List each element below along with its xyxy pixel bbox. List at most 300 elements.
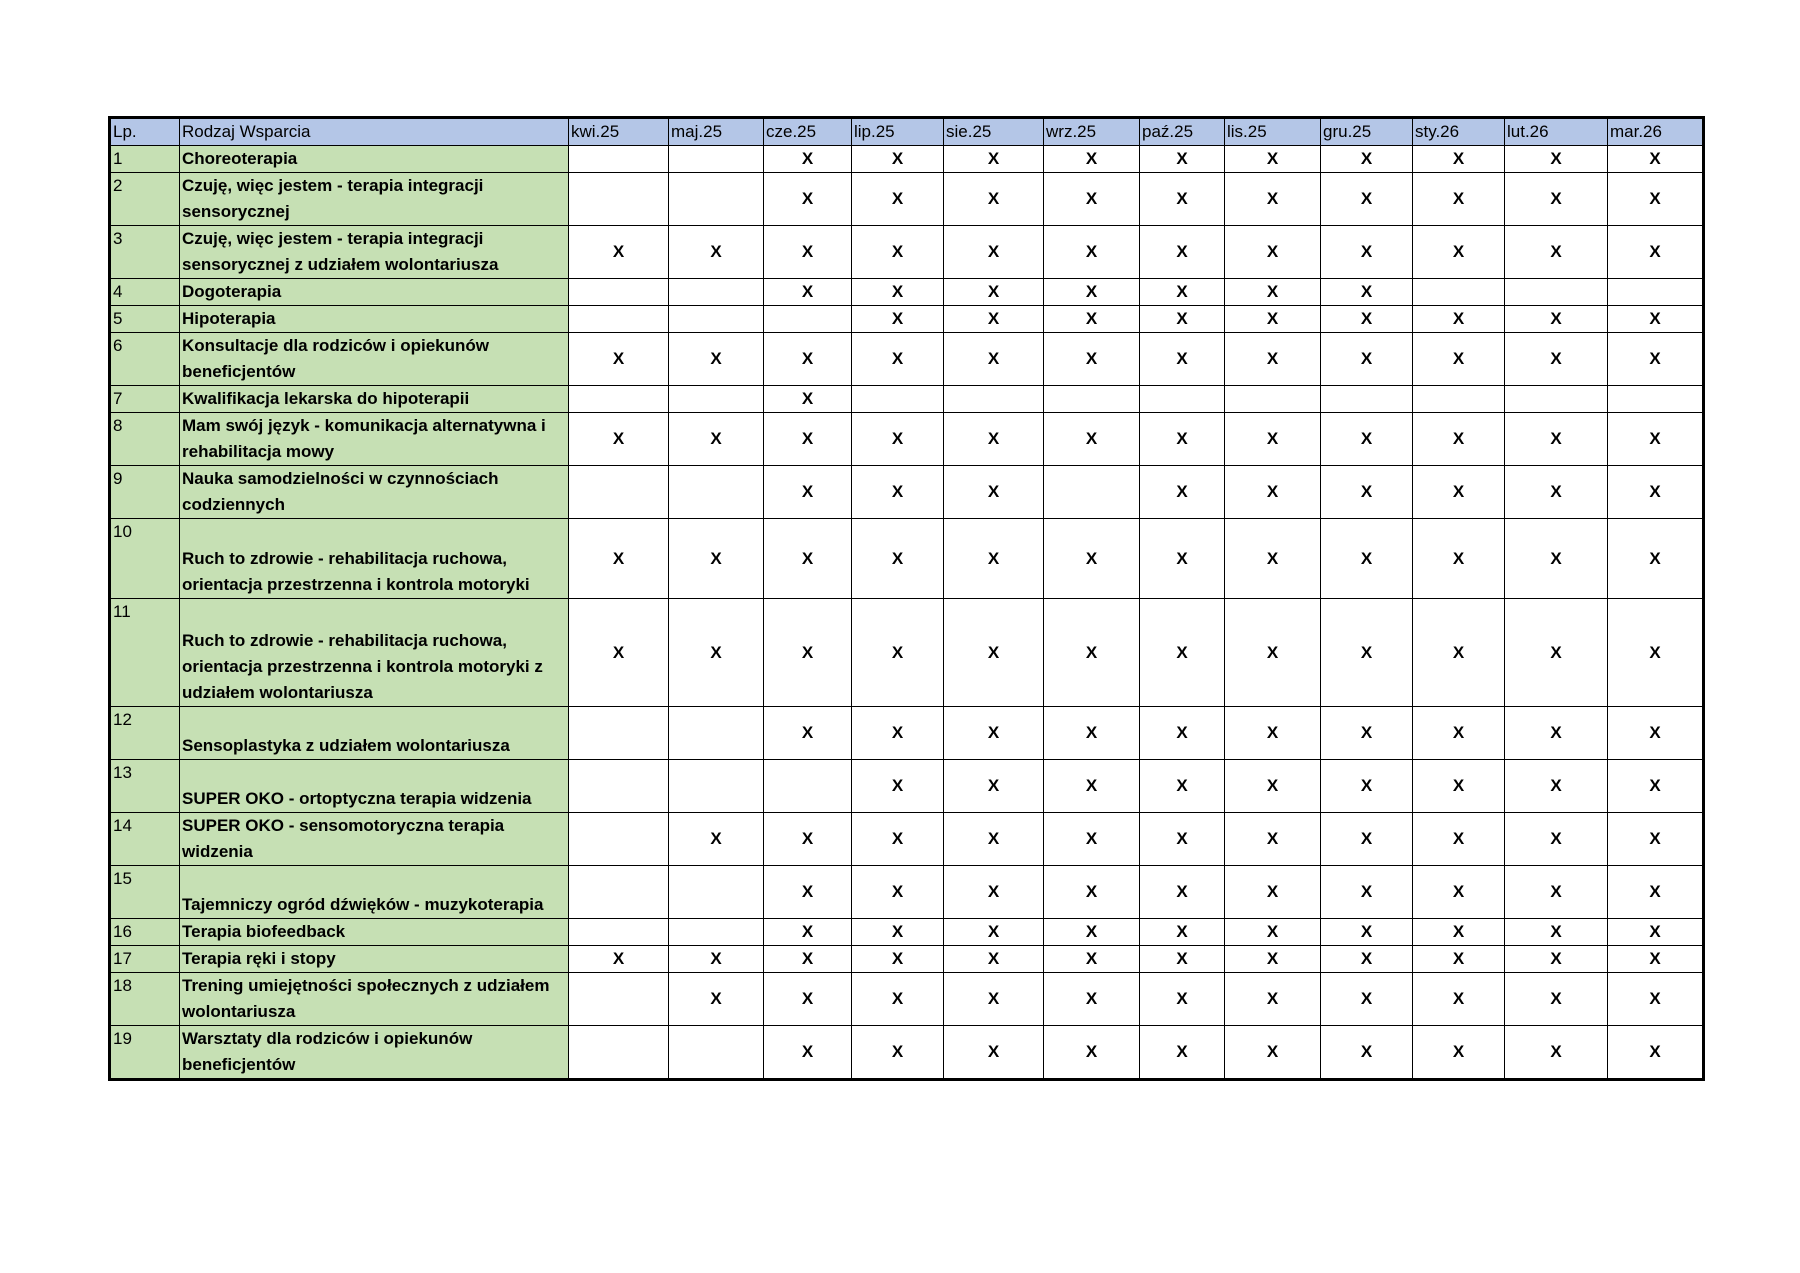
header-month: paź.25	[1140, 118, 1225, 146]
month-mark-cell: X	[1413, 973, 1505, 1026]
support-type-name: Terapia ręki i stopy	[180, 946, 569, 973]
month-mark-cell: X	[1413, 146, 1505, 173]
support-type-name: Tajemniczy ogród dźwięków - muzykoterapia	[180, 866, 569, 919]
month-mark-cell: X	[1413, 707, 1505, 760]
month-mark-cell: X	[669, 813, 764, 866]
support-type-name: Kwalifikacja lekarska do hipoterapii	[180, 386, 569, 413]
support-type-name: Warsztaty dla rodziców i opiekunów beneficjentów	[180, 1026, 569, 1080]
row-number: 8	[110, 413, 180, 466]
month-mark-cell	[669, 466, 764, 519]
month-mark-cell: X	[1608, 306, 1704, 333]
month-mark-cell: X	[1413, 306, 1505, 333]
month-mark-cell: X	[1225, 279, 1321, 306]
month-mark-cell: X	[1044, 813, 1140, 866]
month-mark-cell: X	[1225, 333, 1321, 386]
month-mark-cell: X	[1413, 466, 1505, 519]
row-number: 10	[110, 519, 180, 599]
month-mark-cell: X	[1321, 279, 1413, 306]
month-mark-cell: X	[1413, 866, 1505, 919]
row-number: 18	[110, 973, 180, 1026]
month-mark-cell: X	[1505, 413, 1608, 466]
month-mark-cell: X	[852, 466, 944, 519]
month-mark-cell: X	[1608, 226, 1704, 279]
month-mark-cell: X	[1225, 466, 1321, 519]
month-mark-cell: X	[1608, 599, 1704, 707]
month-mark-cell	[669, 866, 764, 919]
month-mark-cell	[1044, 466, 1140, 519]
month-mark-cell: X	[852, 146, 944, 173]
month-mark-cell	[1321, 386, 1413, 413]
month-mark-cell: X	[944, 813, 1044, 866]
month-mark-cell: X	[1321, 146, 1413, 173]
month-mark-cell: X	[1225, 919, 1321, 946]
month-mark-cell	[1044, 386, 1140, 413]
month-mark-cell: X	[852, 226, 944, 279]
header-row	[110, 118, 1704, 146]
month-mark-cell: X	[569, 519, 669, 599]
table-row	[110, 1026, 1704, 1080]
table-row	[110, 599, 1704, 707]
month-mark-cell: X	[1413, 519, 1505, 599]
row-number: 15	[110, 866, 180, 919]
month-mark-cell: X	[1044, 413, 1140, 466]
month-mark-cell: X	[1225, 707, 1321, 760]
month-mark-cell: X	[1321, 226, 1413, 279]
row-number: 1	[110, 146, 180, 173]
month-mark-cell: X	[1140, 707, 1225, 760]
month-mark-cell: X	[1225, 173, 1321, 226]
row-number: 17	[110, 946, 180, 973]
month-mark-cell: X	[764, 519, 852, 599]
month-mark-cell: X	[852, 760, 944, 813]
month-mark-cell	[569, 173, 669, 226]
month-mark-cell: X	[1321, 760, 1413, 813]
month-mark-cell: X	[852, 1026, 944, 1080]
header-month: gru.25	[1321, 118, 1413, 146]
table-row	[110, 707, 1704, 760]
month-mark-cell: X	[1608, 1026, 1704, 1080]
month-mark-cell: X	[1505, 946, 1608, 973]
support-type-name: Mam swój język - komunikacja alternatywna i rehabilitacja mowy	[180, 413, 569, 466]
month-mark-cell: X	[1505, 519, 1608, 599]
month-mark-cell	[569, 146, 669, 173]
month-mark-cell: X	[1321, 946, 1413, 973]
month-mark-cell: X	[1321, 707, 1413, 760]
month-mark-cell	[1225, 386, 1321, 413]
month-mark-cell	[944, 386, 1044, 413]
month-mark-cell: X	[1225, 946, 1321, 973]
month-mark-cell: X	[1608, 813, 1704, 866]
month-mark-cell: X	[764, 973, 852, 1026]
month-mark-cell: X	[1608, 173, 1704, 226]
month-mark-cell: X	[1608, 519, 1704, 599]
table-row	[110, 519, 1704, 599]
month-mark-cell: X	[852, 919, 944, 946]
month-mark-cell: X	[1608, 760, 1704, 813]
month-mark-cell: X	[1321, 919, 1413, 946]
month-mark-cell: X	[944, 306, 1044, 333]
month-mark-cell: X	[1505, 813, 1608, 866]
month-mark-cell: X	[852, 173, 944, 226]
month-mark-cell: X	[1140, 866, 1225, 919]
month-mark-cell: X	[1321, 173, 1413, 226]
month-mark-cell: X	[1140, 519, 1225, 599]
support-type-name: Hipoterapia	[180, 306, 569, 333]
month-mark-cell: X	[764, 279, 852, 306]
month-mark-cell: X	[764, 333, 852, 386]
table-row	[110, 760, 1704, 813]
month-mark-cell	[569, 919, 669, 946]
month-mark-cell: X	[1413, 946, 1505, 973]
month-mark-cell: X	[1321, 866, 1413, 919]
month-mark-cell: X	[1321, 306, 1413, 333]
month-mark-cell: X	[1505, 226, 1608, 279]
month-mark-cell: X	[1140, 919, 1225, 946]
month-mark-cell: X	[669, 973, 764, 1026]
table-row	[110, 919, 1704, 946]
month-mark-cell: X	[1044, 946, 1140, 973]
month-mark-cell: X	[1413, 599, 1505, 707]
month-mark-cell: X	[1140, 306, 1225, 333]
month-mark-cell: X	[1225, 413, 1321, 466]
month-mark-cell: X	[1140, 279, 1225, 306]
support-type-name: Nauka samodzielności w czynnościach codziennych	[180, 466, 569, 519]
row-number: 2	[110, 173, 180, 226]
month-mark-cell: X	[1140, 173, 1225, 226]
month-mark-cell	[764, 760, 852, 813]
month-mark-cell: X	[1140, 413, 1225, 466]
month-mark-cell	[569, 760, 669, 813]
month-mark-cell: X	[852, 707, 944, 760]
month-mark-cell: X	[1044, 306, 1140, 333]
month-mark-cell: X	[852, 866, 944, 919]
month-mark-cell: X	[1505, 866, 1608, 919]
month-mark-cell	[669, 760, 764, 813]
row-number: 11	[110, 599, 180, 707]
table-row	[110, 413, 1704, 466]
month-mark-cell	[669, 306, 764, 333]
month-mark-cell	[1608, 386, 1704, 413]
table-row	[110, 946, 1704, 973]
month-mark-cell: X	[944, 973, 1044, 1026]
month-mark-cell	[569, 973, 669, 1026]
month-mark-cell: X	[764, 813, 852, 866]
month-mark-cell: X	[764, 919, 852, 946]
month-mark-cell: X	[569, 946, 669, 973]
month-mark-cell	[669, 1026, 764, 1080]
month-mark-cell: X	[944, 1026, 1044, 1080]
month-mark-cell: X	[764, 707, 852, 760]
support-type-name: Czuję, więc jestem - terapia integracji sensorycznej	[180, 173, 569, 226]
month-mark-cell	[569, 466, 669, 519]
support-type-name: Sensoplastyka z udziałem wolontariusza	[180, 707, 569, 760]
month-mark-cell: X	[669, 599, 764, 707]
month-mark-cell: X	[569, 599, 669, 707]
month-mark-cell: X	[1044, 519, 1140, 599]
month-mark-cell	[1413, 386, 1505, 413]
month-mark-cell: X	[764, 1026, 852, 1080]
month-mark-cell: X	[1044, 1026, 1140, 1080]
month-mark-cell: X	[1225, 146, 1321, 173]
month-mark-cell: X	[1321, 813, 1413, 866]
month-mark-cell: X	[944, 333, 1044, 386]
month-mark-cell: X	[1044, 707, 1140, 760]
table-row	[110, 466, 1704, 519]
support-type-name: Ruch to zdrowie - rehabilitacja ruchowa, orientacja przestrzenna i kontrola motoryki	[180, 519, 569, 599]
month-mark-cell: X	[1608, 973, 1704, 1026]
month-mark-cell	[569, 866, 669, 919]
header-month: lut.26	[1505, 118, 1608, 146]
month-mark-cell: X	[852, 519, 944, 599]
row-number: 14	[110, 813, 180, 866]
month-mark-cell: X	[764, 386, 852, 413]
month-mark-cell: X	[569, 226, 669, 279]
support-type-name: Czuję, więc jestem - terapia integracji sensorycznej z udziałem wolontariusza	[180, 226, 569, 279]
month-mark-cell	[1140, 386, 1225, 413]
month-mark-cell: X	[1140, 333, 1225, 386]
month-mark-cell	[569, 1026, 669, 1080]
month-mark-cell: X	[669, 946, 764, 973]
header-month: kwi.25	[569, 118, 669, 146]
month-mark-cell: X	[1321, 413, 1413, 466]
row-number: 12	[110, 707, 180, 760]
table-row	[110, 146, 1704, 173]
month-mark-cell: X	[1044, 226, 1140, 279]
month-mark-cell: X	[764, 946, 852, 973]
month-mark-cell: X	[944, 866, 1044, 919]
header-month: lip.25	[852, 118, 944, 146]
table-row	[110, 279, 1704, 306]
table-row	[110, 386, 1704, 413]
support-type-name: SUPER OKO - ortoptyczna terapia widzenia	[180, 760, 569, 813]
table-body	[110, 146, 1704, 1080]
month-mark-cell: X	[1413, 1026, 1505, 1080]
month-mark-cell: X	[1321, 599, 1413, 707]
month-mark-cell: X	[764, 866, 852, 919]
month-mark-cell: X	[852, 333, 944, 386]
month-mark-cell: X	[1225, 226, 1321, 279]
month-mark-cell: X	[852, 279, 944, 306]
support-type-name: Ruch to zdrowie - rehabilitacja ruchowa, orientacja przestrzenna i kontrola motoryki z udziałem wolontariusza	[180, 599, 569, 707]
row-number: 9	[110, 466, 180, 519]
month-mark-cell: X	[1225, 306, 1321, 333]
support-type-name: SUPER OKO - sensomotoryczna terapia widzenia	[180, 813, 569, 866]
month-mark-cell: X	[764, 226, 852, 279]
month-mark-cell: X	[1321, 1026, 1413, 1080]
month-mark-cell: X	[1044, 919, 1140, 946]
month-mark-cell: X	[1140, 813, 1225, 866]
month-mark-cell	[569, 813, 669, 866]
header-month: maj.25	[669, 118, 764, 146]
month-mark-cell: X	[944, 946, 1044, 973]
month-mark-cell: X	[1225, 599, 1321, 707]
table-row	[110, 333, 1704, 386]
header-rodzaj-wsparcia: Rodzaj Wsparcia	[180, 118, 569, 146]
month-mark-cell: X	[764, 173, 852, 226]
month-mark-cell: X	[852, 946, 944, 973]
month-mark-cell: X	[944, 146, 1044, 173]
month-mark-cell: X	[1140, 760, 1225, 813]
header-month: wrz.25	[1044, 118, 1140, 146]
month-mark-cell: X	[1413, 226, 1505, 279]
support-type-name: Dogoterapia	[180, 279, 569, 306]
month-mark-cell: X	[852, 306, 944, 333]
month-mark-cell: X	[1505, 306, 1608, 333]
month-mark-cell: X	[944, 760, 1044, 813]
row-number: 5	[110, 306, 180, 333]
month-mark-cell: X	[1321, 466, 1413, 519]
month-mark-cell: X	[1140, 973, 1225, 1026]
month-mark-cell: X	[1608, 146, 1704, 173]
month-mark-cell: X	[1044, 973, 1140, 1026]
month-mark-cell: X	[1505, 707, 1608, 760]
month-mark-cell	[569, 279, 669, 306]
month-mark-cell	[669, 146, 764, 173]
support-type-name: Trening umiejętności społecznych z udziałem wolontariusza	[180, 973, 569, 1026]
month-mark-cell: X	[569, 333, 669, 386]
month-mark-cell: X	[1608, 333, 1704, 386]
month-mark-cell: X	[1505, 333, 1608, 386]
month-mark-cell	[669, 386, 764, 413]
month-mark-cell: X	[1505, 973, 1608, 1026]
support-schedule-table	[108, 116, 1705, 1081]
month-mark-cell: X	[1608, 946, 1704, 973]
support-type-name: Konsultacje dla rodziców i opiekunów beneficjentów	[180, 333, 569, 386]
month-mark-cell: X	[669, 413, 764, 466]
row-number: 4	[110, 279, 180, 306]
month-mark-cell: X	[852, 413, 944, 466]
month-mark-cell: X	[944, 413, 1044, 466]
month-mark-cell: X	[944, 226, 1044, 279]
support-type-name: Choreoterapia	[180, 146, 569, 173]
month-mark-cell: X	[1413, 413, 1505, 466]
month-mark-cell: X	[669, 333, 764, 386]
month-mark-cell: X	[944, 919, 1044, 946]
month-mark-cell	[1413, 279, 1505, 306]
header-month: sty.26	[1413, 118, 1505, 146]
month-mark-cell	[852, 386, 944, 413]
row-number: 19	[110, 1026, 180, 1080]
month-mark-cell: X	[1505, 146, 1608, 173]
month-mark-cell: X	[1225, 866, 1321, 919]
month-mark-cell: X	[1044, 866, 1140, 919]
row-number: 7	[110, 386, 180, 413]
month-mark-cell: X	[1608, 413, 1704, 466]
month-mark-cell: X	[1140, 1026, 1225, 1080]
month-mark-cell: X	[764, 599, 852, 707]
header-lp: Lp.	[110, 118, 180, 146]
month-mark-cell: X	[1044, 599, 1140, 707]
month-mark-cell: X	[944, 519, 1044, 599]
month-mark-cell: X	[1505, 466, 1608, 519]
table-row	[110, 866, 1704, 919]
header-month: lis.25	[1225, 118, 1321, 146]
table-row	[110, 173, 1704, 226]
row-number: 3	[110, 226, 180, 279]
month-mark-cell	[1608, 279, 1704, 306]
month-mark-cell: X	[1413, 333, 1505, 386]
month-mark-cell: X	[764, 146, 852, 173]
month-mark-cell: X	[1225, 760, 1321, 813]
row-number: 13	[110, 760, 180, 813]
month-mark-cell: X	[1321, 519, 1413, 599]
month-mark-cell: X	[1140, 946, 1225, 973]
month-mark-cell: X	[1225, 519, 1321, 599]
month-mark-cell: X	[1608, 466, 1704, 519]
month-mark-cell	[669, 707, 764, 760]
month-mark-cell	[669, 173, 764, 226]
month-mark-cell: X	[1140, 146, 1225, 173]
table-row	[110, 306, 1704, 333]
month-mark-cell	[1505, 279, 1608, 306]
month-mark-cell: X	[1505, 919, 1608, 946]
month-mark-cell: X	[944, 599, 1044, 707]
month-mark-cell: X	[1505, 760, 1608, 813]
month-mark-cell: X	[944, 279, 1044, 306]
header-month: mar.26	[1608, 118, 1704, 146]
month-mark-cell: X	[669, 519, 764, 599]
month-mark-cell: X	[1505, 599, 1608, 707]
month-mark-cell: X	[1044, 173, 1140, 226]
month-mark-cell: X	[1608, 866, 1704, 919]
month-mark-cell: X	[1044, 146, 1140, 173]
month-mark-cell: X	[1608, 919, 1704, 946]
month-mark-cell: X	[764, 413, 852, 466]
table-row	[110, 973, 1704, 1026]
month-mark-cell	[764, 306, 852, 333]
month-mark-cell	[669, 279, 764, 306]
month-mark-cell: X	[852, 599, 944, 707]
month-mark-cell: X	[1321, 333, 1413, 386]
header-month: sie.25	[944, 118, 1044, 146]
month-mark-cell: X	[764, 466, 852, 519]
month-mark-cell: X	[669, 226, 764, 279]
month-mark-cell	[1505, 386, 1608, 413]
month-mark-cell: X	[1225, 813, 1321, 866]
row-number: 6	[110, 333, 180, 386]
month-mark-cell: X	[852, 813, 944, 866]
month-mark-cell: X	[1413, 760, 1505, 813]
month-mark-cell: X	[944, 466, 1044, 519]
month-mark-cell: X	[1505, 173, 1608, 226]
month-mark-cell: X	[1044, 333, 1140, 386]
support-type-name: Terapia biofeedback	[180, 919, 569, 946]
month-mark-cell	[569, 306, 669, 333]
table-row	[110, 226, 1704, 279]
row-number: 16	[110, 919, 180, 946]
month-mark-cell: X	[1225, 973, 1321, 1026]
header-month: cze.25	[764, 118, 852, 146]
month-mark-cell: X	[1413, 813, 1505, 866]
month-mark-cell: X	[1321, 973, 1413, 1026]
month-mark-cell	[669, 919, 764, 946]
month-mark-cell: X	[1608, 707, 1704, 760]
month-mark-cell: X	[944, 707, 1044, 760]
month-mark-cell	[569, 707, 669, 760]
month-mark-cell: X	[1140, 466, 1225, 519]
month-mark-cell: X	[852, 973, 944, 1026]
month-mark-cell: X	[1044, 760, 1140, 813]
month-mark-cell: X	[1140, 599, 1225, 707]
table-row	[110, 813, 1704, 866]
month-mark-cell	[569, 386, 669, 413]
month-mark-cell: X	[1505, 1026, 1608, 1080]
month-mark-cell: X	[1225, 1026, 1321, 1080]
month-mark-cell: X	[1044, 279, 1140, 306]
month-mark-cell: X	[1413, 919, 1505, 946]
month-mark-cell: X	[569, 413, 669, 466]
month-mark-cell: X	[1413, 173, 1505, 226]
